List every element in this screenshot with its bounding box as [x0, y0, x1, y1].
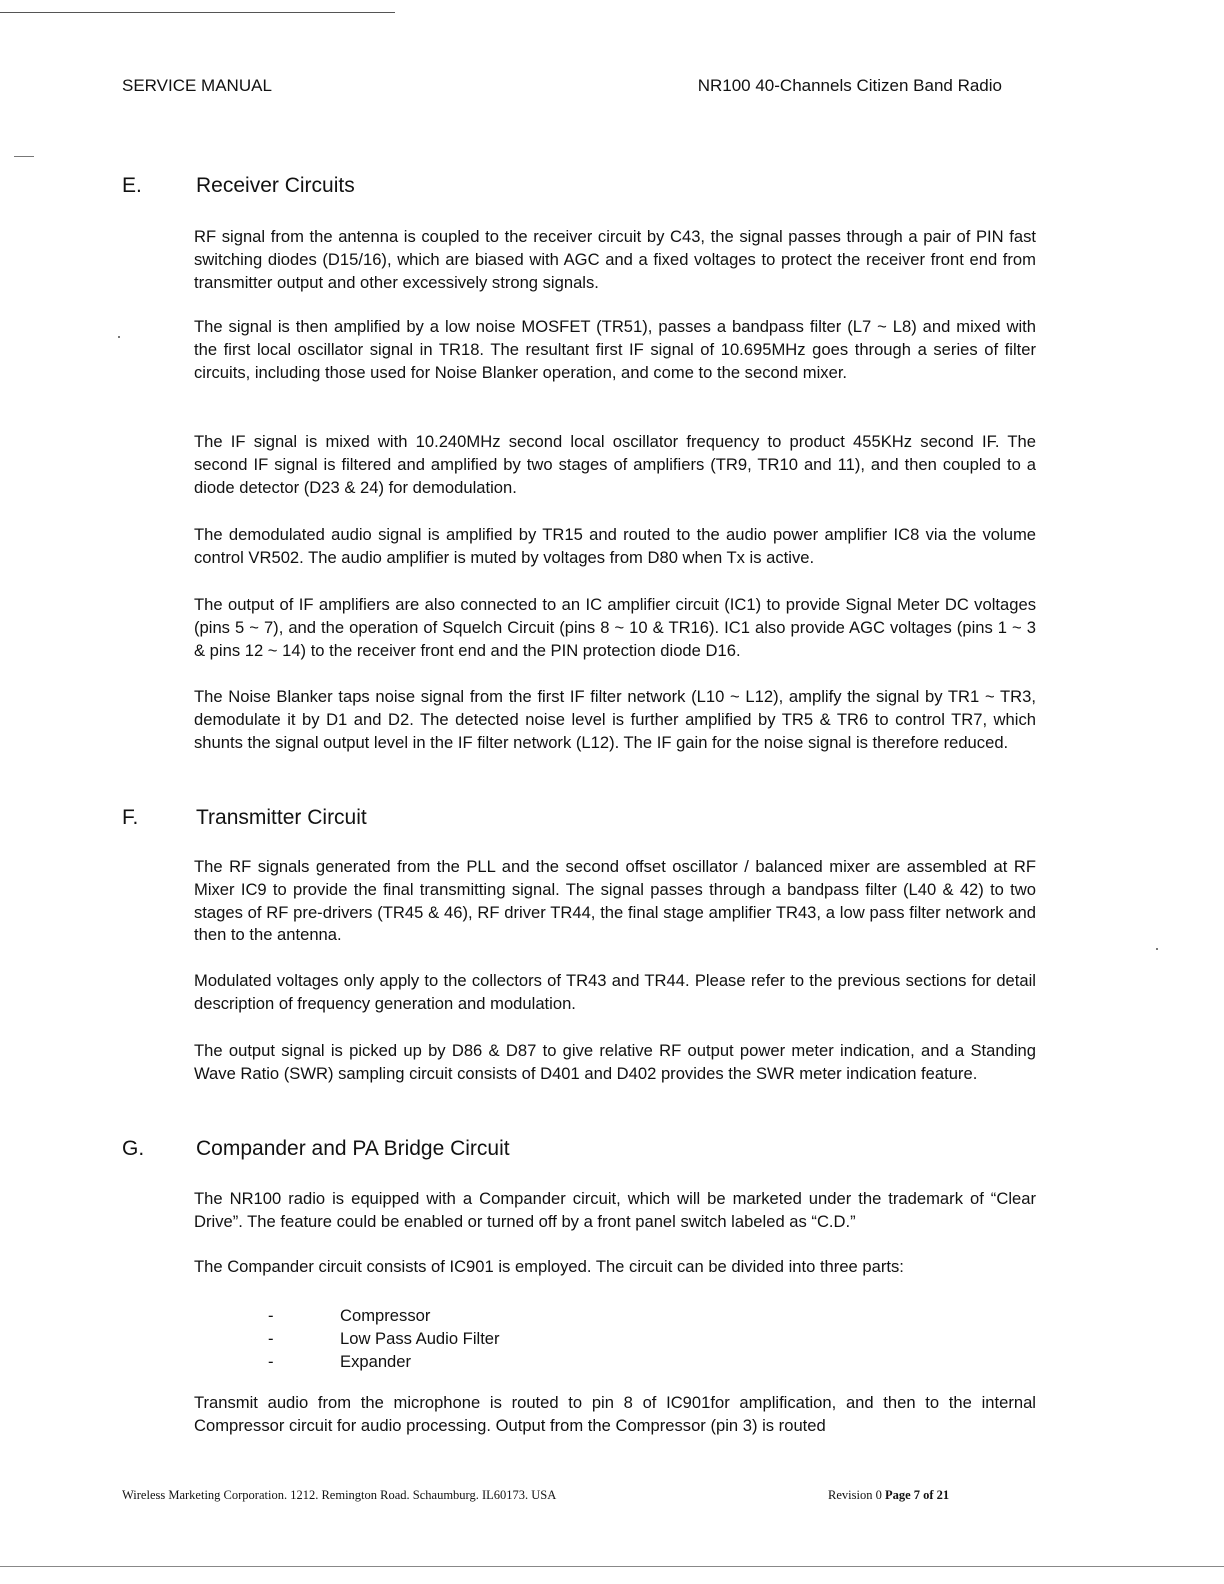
section-e-letter: E. [122, 174, 142, 197]
page-header [122, 76, 1002, 98]
list-dash: - [268, 1329, 274, 1348]
scan-speck [118, 336, 120, 338]
list-item-label: Compressor [340, 1306, 431, 1325]
section-f-letter: F. [122, 806, 139, 829]
section-f-paragraph: The RF signals generated from the PLL and the second offset oscillator / balanced mixer are assembled at RF Mixer IC9 to provide the final transmitting signal. The signal passes through a bandpass filter (L40 & 42) to two stages of RF pre-drivers (TR45 & 46), RF driver TR44, the final stage amplifier TR43, a low pass filter network and then to the antenna. [194, 857, 1036, 945]
scan-speck [14, 156, 34, 157]
footer-company-address: Wireless Marketing Corporation. 1212. Remington Road. Schaumburg. IL60173. USA [122, 1488, 557, 1502]
section-g-title: Compander and PA Bridge Circuit [196, 1137, 510, 1160]
section-g-paragraph: The NR100 radio is equipped with a Compander circuit, which will be marketed under the trademark of “Clear Drive”. The feature could be enabled or turned off by a front panel switch labeled as “C.D.” [194, 1189, 1036, 1231]
section-e-paragraph: The signal is then amplified by a low noise MOSFET (TR51), passes a bandpass filter (L7 ~ L8) and mixed with the first local oscillator signal in TR18. The resultant first IF signal of 10.695MHz goes through a series of filter circuits, including those used for Noise Blanker operation, and come to the second mixer. [194, 317, 1036, 382]
scan-line-top [0, 12, 395, 13]
section-e-title: Receiver Circuits [196, 174, 355, 197]
compander-parts-list [268, 1304, 500, 1373]
header-manual-title: SERVICE MANUAL [122, 76, 272, 95]
footer-page-info [828, 1488, 949, 1503]
list-item-label: Low Pass Audio Filter [340, 1329, 500, 1348]
section-g-letter: G. [122, 1137, 145, 1160]
section-f-title: Transmitter Circuit [196, 806, 367, 829]
section-e-paragraph: The IF signal is mixed with 10.240MHz second local oscillator frequency to product 455KHz second IF. The second IF signal is filtered and amplified by two stages of amplifiers (TR9, TR10 and 11), and then coupled to a diode detector (D23 & 24) for demodulation. [194, 432, 1036, 497]
list-dash: - [268, 1352, 274, 1371]
list-dash: - [268, 1306, 274, 1325]
footer-page-number: Page 7 of 21 [884, 1488, 950, 1502]
list-item [268, 1327, 500, 1350]
scan-speck [1156, 948, 1158, 950]
section-f-paragraph: Modulated voltages only apply to the collectors of TR43 and TR44. Please refer to the previous sections for detail description of frequency generation and modulation. [194, 971, 1036, 1013]
section-f-paragraph: The output signal is picked up by D86 & D87 to give relative RF output power meter indication, and a Standing Wave Ratio (SWR) sampling circuit consists of D401 and D402 provides the SWR meter indication feature. [194, 1041, 1036, 1083]
section-g-closing-paragraph: Transmit audio from the microphone is routed to pin 8 of IC901for amplification, and then to the internal Compressor circuit for audio processing. Output from the Compressor (pin 3) is routed [194, 1393, 1036, 1435]
section-g-paragraph: The Compander circuit consists of IC901 is employed. The circuit can be divided into three parts: [194, 1257, 904, 1276]
list-item-label: Expander [340, 1352, 412, 1371]
section-e-paragraph: The demodulated audio signal is amplified by TR15 and routed to the audio power amplifier IC8 via the volume control VR502. The audio amplifier is muted by voltages from D80 when Tx is active. [194, 525, 1036, 567]
section-e-paragraph: RF signal from the antenna is coupled to the receiver circuit by C43, the signal passes through a pair of PIN fast switching diodes (D15/16), which are biased with AGC and a fixed voltages to protect the receiver front end from transmitter output and other excessively strong signals. [194, 227, 1036, 292]
list-item [268, 1304, 500, 1327]
scan-line-bottom [0, 1566, 1224, 1567]
section-e-paragraph: The Noise Blanker taps noise signal from the first IF filter network (L10 ~ L12), amplify the signal by TR1 ~ TR3, demodulate it by D1 and D2. The detected noise level is further amplified by TR5 & TR6 to control TR7, which shunts the signal output level in the IF filter network (L12). The IF gain for the noise signal is therefore reduced. [194, 687, 1036, 752]
footer-revision: Revision 0 [828, 1488, 882, 1502]
section-e-paragraph: The output of IF amplifiers are also connected to an IC amplifier circuit (IC1) to provide Signal Meter DC voltages (pins 5 ~ 7), and the operation of Squelch Circuit (pins 8 ~ 10 & TR16). IC1 also provide AGC voltages (pins 1 ~ 3 & pins 12 ~ 14) to the receiver front end and the PIN protection diode D16. [194, 595, 1036, 660]
header-product-title: NR100 40-Channels Citizen Band Radio [697, 76, 1002, 95]
list-item [268, 1350, 500, 1373]
